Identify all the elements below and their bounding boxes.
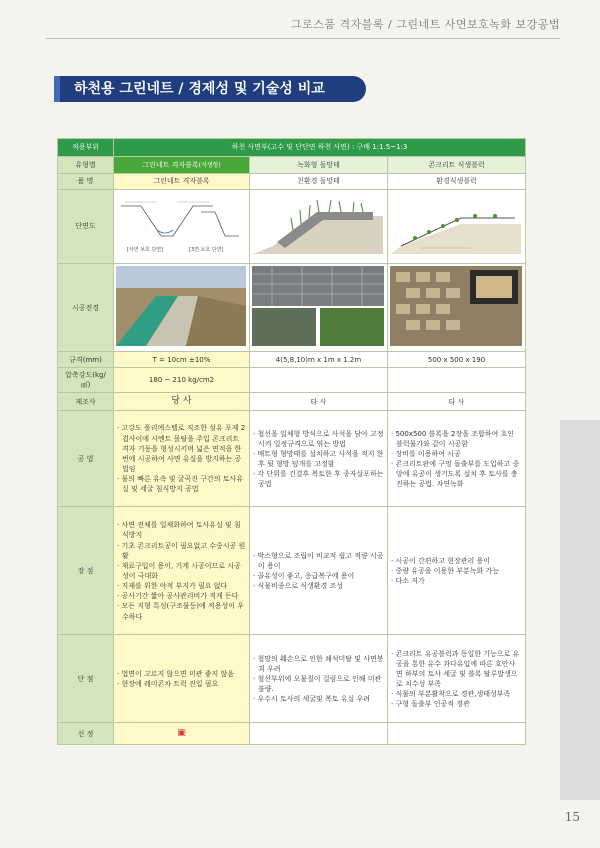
section-caption-1: [사면 보호 단면] <box>127 246 164 253</box>
row-maker <box>58 393 526 411</box>
demerits-col2-item: · 철선부위에 오물질이 걸림으로 인해 미관 불량. <box>253 674 384 694</box>
spec-col3: 500 x 500 x 190 <box>388 352 526 368</box>
type-col2: 녹화형 돌망태 <box>250 157 388 174</box>
method-col2-item: · 철선을 일체형 방식으로 사석을 담아 고정시켜 일정규격으로 엮는 방법 <box>253 429 384 449</box>
product-col2: 친환경 돌망태 <box>250 174 388 190</box>
demerits-col3-item: · 콘크리트 유공블럭과 동일한 기능으로 유공을 통한 유수 과다유입에 따른 호안사면 하부의 토사 세굴 및 블록 탈루발생으로 치수성 부족 <box>391 649 522 690</box>
page-number: 15 <box>564 810 580 824</box>
row-demerits <box>58 635 526 723</box>
section-banner: 하천용 그린네트 / 경제성 및 기술성 비교 <box>60 76 366 102</box>
spec-col1: T = 10cm ±10% <box>114 352 250 368</box>
row-photo <box>58 264 526 352</box>
row-strength <box>58 368 526 393</box>
row-method <box>58 411 526 507</box>
section-diagram-col3 <box>391 195 521 255</box>
method-col2-item: · 각 단위를 긴결후 복토한 후 종자살포하는 공법 <box>253 469 384 489</box>
merits-col2-item: · 식물비종으로 식생환경 조성 <box>253 581 384 591</box>
demerits-col3 <box>388 635 526 723</box>
section-caption-2: [3면 보호 단면] <box>189 246 224 253</box>
merits-col3-item: · 중량 유공을 이용한 부분녹화 가능 <box>391 566 522 576</box>
demerits-col2-item: · 철망의 훼손으로 인한 쇄석미탈 및 사면붕괴 우려 <box>253 654 384 674</box>
label-merits: 장 점 <box>58 507 114 635</box>
method-col1-item: · 물의 빠른 유속 및 굴곡진 구간의 토사유실 및 세굴 침식방지 공법 <box>117 474 246 494</box>
merits-col3-item: · 시공이 간편하고 현장관리 용이 <box>391 556 522 566</box>
strength-col1: 180 ~ 210 kg/cm2 <box>114 368 250 393</box>
maker-col3: 타 사 <box>388 393 526 411</box>
section-col1 <box>114 190 250 264</box>
site-photo-col3 <box>390 266 522 346</box>
merits-col1-item: · 지재를 위한 야적 부지가 필요 없다 <box>117 581 246 591</box>
selected-mark-icon: ▣ <box>114 723 250 745</box>
page-edge-tab <box>560 420 600 800</box>
row-product <box>58 174 526 190</box>
merits-col2-item: · 박스형으로 조립이 비교적 쉽고 적량 시공이 용이 <box>253 551 384 571</box>
product-col1: 그린네트 격자블록 <box>114 174 250 190</box>
merits-col1 <box>114 507 250 635</box>
section-col2 <box>250 190 388 264</box>
method-col3-item: · 500x500 블록을 2장을 조합하여 호인 블럭물가와 같이 시공함 <box>391 429 522 449</box>
method-col2 <box>250 411 388 507</box>
strength-col3 <box>388 368 526 393</box>
merits-col1-item: · 모든 지형 특성(구조물등)에 적용성이 우수하다 <box>117 601 246 621</box>
site-photo-col2 <box>252 266 384 346</box>
merits-col3-item: · 다소 저가 <box>391 576 522 586</box>
spec-col2: 4(5,8,10)m x 1m x 1.2m <box>250 352 388 368</box>
method-col3-item: · 콘크리트판에 구멍 돌출부를 도입하고 중앙에 유공이 생기도록 설치 후 토사를 충진하는 공법. 자연녹화 <box>391 459 522 489</box>
method-col2-item: · 매트형 형망태를 설치하고 사석을 적지 한 후 뒷 형망 덮개를 고정함 <box>253 449 384 469</box>
row-type <box>58 157 526 174</box>
method-col3-item: · 장비를 이용하여 시공 <box>391 449 522 459</box>
demerits-col1 <box>114 635 250 723</box>
site-photo-col1 <box>116 266 246 346</box>
row-application <box>58 139 526 157</box>
demerits-col3-item: · 식물의 부분활착으로 경관,생태성부족 <box>391 689 522 699</box>
maker-col1: 당 사 <box>114 393 250 411</box>
type-col1-text: 그린네트 격자블록 <box>142 160 199 169</box>
row-merits <box>58 507 526 635</box>
label-spec: 규격(mm) <box>58 352 114 368</box>
merits-col2 <box>250 507 388 635</box>
method-col1-item: · 고강도 폴리에스텔로 직조한 섬유 포제 2겹사이에 시멘트 몰탈을 주입 콘크리트 격자 기둥을 형성시키며 넓은 면적을 한번에 시공하여 사면 유실을 방지하는 공법임 <box>117 423 246 474</box>
method-col3 <box>388 411 526 507</box>
method-col1 <box>114 411 250 507</box>
strength-col2 <box>250 368 388 393</box>
label-selection: 선 정 <box>58 723 114 745</box>
label-maker: 제조사 <box>58 393 114 411</box>
section-diagram-col1 <box>117 195 245 255</box>
demerits-col1-item: · 현장에 레미콘차 트럭 진입 필요 <box>117 679 246 689</box>
label-photo: 시공전경 <box>58 264 114 352</box>
maker-col2: 타 사 <box>250 393 388 411</box>
merits-col1-item: · 기초 콘크리트공이 필요없고 수중시공 원활 <box>117 541 246 561</box>
demerits-col1-item: · 법면이 고르지 않으면 미관 좋지 않음 <box>117 669 246 679</box>
product-col3: 환경식생블럭 <box>388 174 526 190</box>
demerits-col3-item: · 구형 돌출부 인공적 경관 <box>391 699 522 709</box>
row-selection <box>58 723 526 745</box>
merits-col1-item: · 사면 전체를 일체화하여 토사유실 및 침식방지 <box>117 520 246 540</box>
label-section: 단면도 <box>58 190 114 264</box>
label-strength: 압축강도(kg/㎠) <box>58 368 114 393</box>
demerits-col2 <box>250 635 388 723</box>
application-value: 하천 사면부(고수 및 단단면 하천 사면) : 구배 1:1.5~1:3 <box>114 139 526 157</box>
label-product: 품 명 <box>58 174 114 190</box>
label-type: 유형별 <box>58 157 114 174</box>
photo-col1 <box>114 264 250 352</box>
label-demerits: 단 점 <box>58 635 114 723</box>
header-rule <box>46 38 560 39</box>
photo-col3 <box>388 264 526 352</box>
row-spec <box>58 352 526 368</box>
selection-col3 <box>388 723 526 745</box>
label-application: 적용부위 <box>58 139 114 157</box>
section-diagram-col2 <box>253 195 383 255</box>
type-col3: 콘크리트 식생블럭 <box>388 157 526 174</box>
running-title: 그로스품 격자블록 / 그린네트 사면보호녹화 보강공법 <box>291 18 560 31</box>
type-col1 <box>114 157 250 174</box>
selection-col2 <box>250 723 388 745</box>
section-col3 <box>388 190 526 264</box>
demerits-col2-item: · 우수시 토사의 세굴및 복토 유실 우려 <box>253 694 384 704</box>
merits-col1-item: · 공사기간 짧아 공사관리비가 적게 든다 <box>117 591 246 601</box>
merits-col2-item: · 골유성이 좋고, 응급복구에 용이 <box>253 571 384 581</box>
photo-col2 <box>250 264 388 352</box>
row-section <box>58 190 526 264</box>
merits-col1-item: · 재료구입이 용이, 기계 시공이므로 시공성이 극대화 <box>117 561 246 581</box>
merits-col3 <box>388 507 526 635</box>
comparison-table <box>57 138 526 745</box>
type-col1-note: (식생형) <box>198 161 221 169</box>
label-method: 공 법 <box>58 411 114 507</box>
